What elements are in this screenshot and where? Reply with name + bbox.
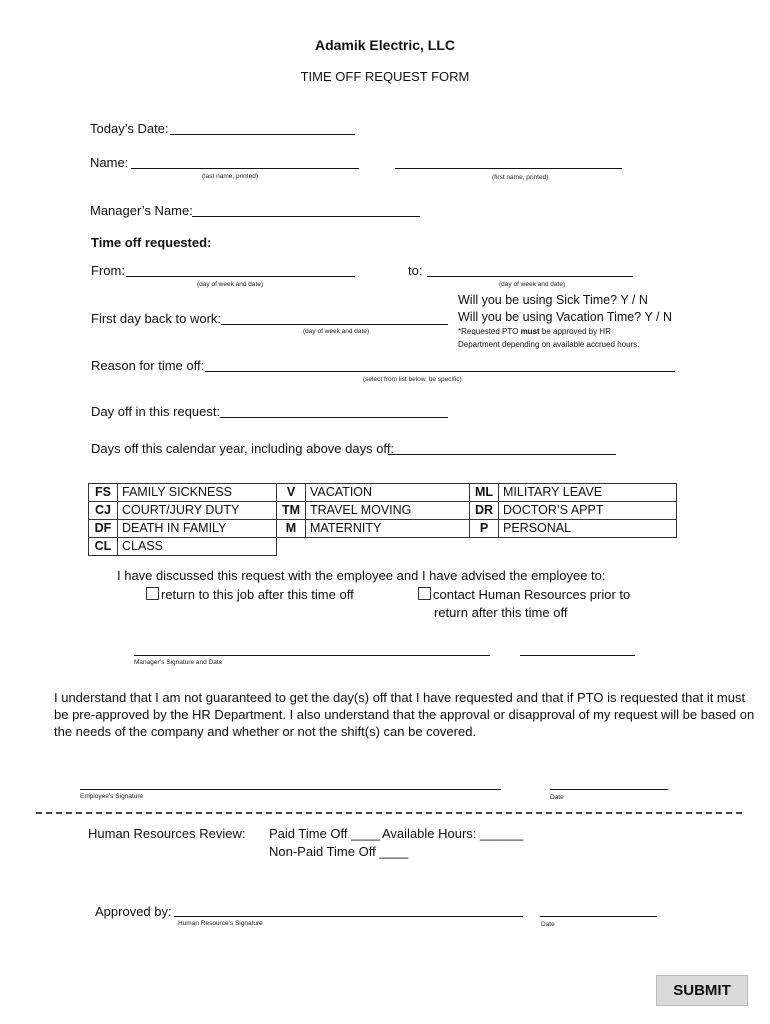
pto-note xyxy=(458,327,611,336)
statement-line1: I understand that I am not guaranteed to get the day(s) off that I have requested and that if PTO is requested that it must xyxy=(54,690,746,705)
hr-option-line2: return after this time off xyxy=(434,605,568,620)
reason-codes-table xyxy=(88,483,677,556)
time-off-heading: Time off requested: xyxy=(91,235,212,250)
day-off-field[interactable] xyxy=(220,417,448,418)
paid-time-off[interactable]: Paid Time Off ____ xyxy=(269,826,381,841)
hr-date-label: Date xyxy=(541,921,555,928)
codes-row xyxy=(89,538,677,556)
manager-signature-field[interactable] xyxy=(134,655,490,656)
from-label: From: xyxy=(91,263,125,278)
code-label-cell: MILITARY LEAVE xyxy=(499,484,677,502)
managers-name-field[interactable] xyxy=(192,216,420,217)
vacation-time-question[interactable]: Will you be using Vacation Time? Y / N xyxy=(458,310,672,324)
pto-note-prefix: *Requested PTO xyxy=(458,327,521,336)
employee-date-label: Date xyxy=(550,794,564,801)
manager-signature-label: Manager’s Signature and Date xyxy=(134,659,223,666)
code-label-cell: DEATH IN FAMILY xyxy=(118,520,277,538)
first-name-hint: (first name, printed) xyxy=(492,174,549,181)
first-day-back-field[interactable] xyxy=(221,324,448,325)
last-name-hint: (last name, printed) xyxy=(202,173,258,180)
code-cell: P xyxy=(470,520,499,538)
code-cell: FS xyxy=(89,484,118,502)
first-day-back-label: First day back to work: xyxy=(91,311,222,326)
code-label-cell: TRAVEL MOVING xyxy=(306,502,470,520)
sick-time-question[interactable]: Will you be using Sick Time? Y / N xyxy=(458,293,648,307)
employee-signature-label: Employee’s Signature xyxy=(80,793,144,800)
day-off-label: Day off in this request: xyxy=(91,404,221,419)
from-date-hint: (day of week and date) xyxy=(197,281,264,288)
pto-note-line2: Department depending on available accrued hours. xyxy=(458,340,640,349)
reason-hint: (select from list below, be specific) xyxy=(363,376,462,383)
code-cell: TM xyxy=(277,502,306,520)
reason-field[interactable] xyxy=(205,371,675,372)
code-cell: DR xyxy=(470,502,499,520)
code-cell: CJ xyxy=(89,502,118,520)
approved-by-label: Approved by: xyxy=(95,904,172,919)
section-divider xyxy=(36,812,742,814)
code-cell: ML xyxy=(470,484,499,502)
name-label: Name: xyxy=(90,155,129,170)
submit-button[interactable]: SUBMIT xyxy=(656,975,748,1006)
form-title: TIME OFF REQUEST FORM xyxy=(300,69,470,84)
hr-option[interactable] xyxy=(418,587,630,602)
non-paid-time-off[interactable]: Non-Paid Time Off ____ xyxy=(269,844,409,859)
company-name: Adamik Electric, LLC xyxy=(314,37,456,53)
code-cell: V xyxy=(277,484,306,502)
codes-row xyxy=(89,484,677,502)
available-hours[interactable]: Available Hours: ______ xyxy=(382,826,524,841)
code-label-cell: VACATION xyxy=(306,484,470,502)
return-option[interactable] xyxy=(146,587,354,602)
reason-label: Reason for time off: xyxy=(91,358,205,373)
statement-line3: the needs of the company and whether or not the shift(s) can be covered. xyxy=(54,724,477,739)
first-name-field[interactable] xyxy=(395,168,622,169)
code-label-cell: COURT/JURY DUTY xyxy=(118,502,277,520)
pto-note-suffix: be approved by HR xyxy=(539,327,611,336)
codes-row xyxy=(89,520,677,538)
first-day-back-hint: (day of week and date) xyxy=(303,328,370,335)
codes-row xyxy=(89,502,677,520)
days-off-year-field[interactable] xyxy=(388,454,616,455)
hr-checkbox[interactable] xyxy=(418,587,431,600)
employee-date-field[interactable] xyxy=(550,789,668,790)
to-date-hint: (day of week and date) xyxy=(499,281,566,288)
days-off-year-label: Days off this calendar year, including above days off: xyxy=(91,441,395,456)
code-cell: M xyxy=(277,520,306,538)
statement-line2: be pre-approved by the HR Department. I also understand that the approval or disapproval of my request will be based on xyxy=(54,707,755,722)
to-label: to: xyxy=(408,263,423,278)
code-label-cell: FAMILY SICKNESS xyxy=(118,484,277,502)
todays-date-field[interactable] xyxy=(170,134,355,135)
last-name-field[interactable] xyxy=(131,168,359,169)
code-cell: CL xyxy=(89,538,118,556)
from-date-field[interactable] xyxy=(126,276,355,277)
hr-signature-label: Human Resource’s Signature xyxy=(178,920,263,927)
employee-signature-field[interactable] xyxy=(80,789,501,790)
pto-note-must: must xyxy=(520,327,540,336)
manager-date-field[interactable] xyxy=(520,655,635,656)
code-label-cell: PERSONAL xyxy=(499,520,677,538)
hr-option-label: contact Human Resources prior to xyxy=(433,587,631,602)
return-checkbox[interactable] xyxy=(146,587,159,600)
managers-name-label: Manager’s Name: xyxy=(90,203,193,218)
return-option-label: return to this job after this time off xyxy=(161,587,354,602)
code-cell: DF xyxy=(89,520,118,538)
hr-signature-field[interactable] xyxy=(174,916,523,917)
code-label-cell: CLASS xyxy=(118,538,277,556)
code-label-cell: MATERNITY xyxy=(306,520,470,538)
todays-date-label: Today’s Date: xyxy=(90,121,169,136)
discussed-text: I have discussed this request with the employee and I have advised the employee to: xyxy=(117,568,606,583)
hr-date-field[interactable] xyxy=(540,916,657,917)
hr-review-label: Human Resources Review: xyxy=(88,826,246,841)
code-label-cell: DOCTOR’S APPT xyxy=(499,502,677,520)
to-date-field[interactable] xyxy=(427,276,633,277)
